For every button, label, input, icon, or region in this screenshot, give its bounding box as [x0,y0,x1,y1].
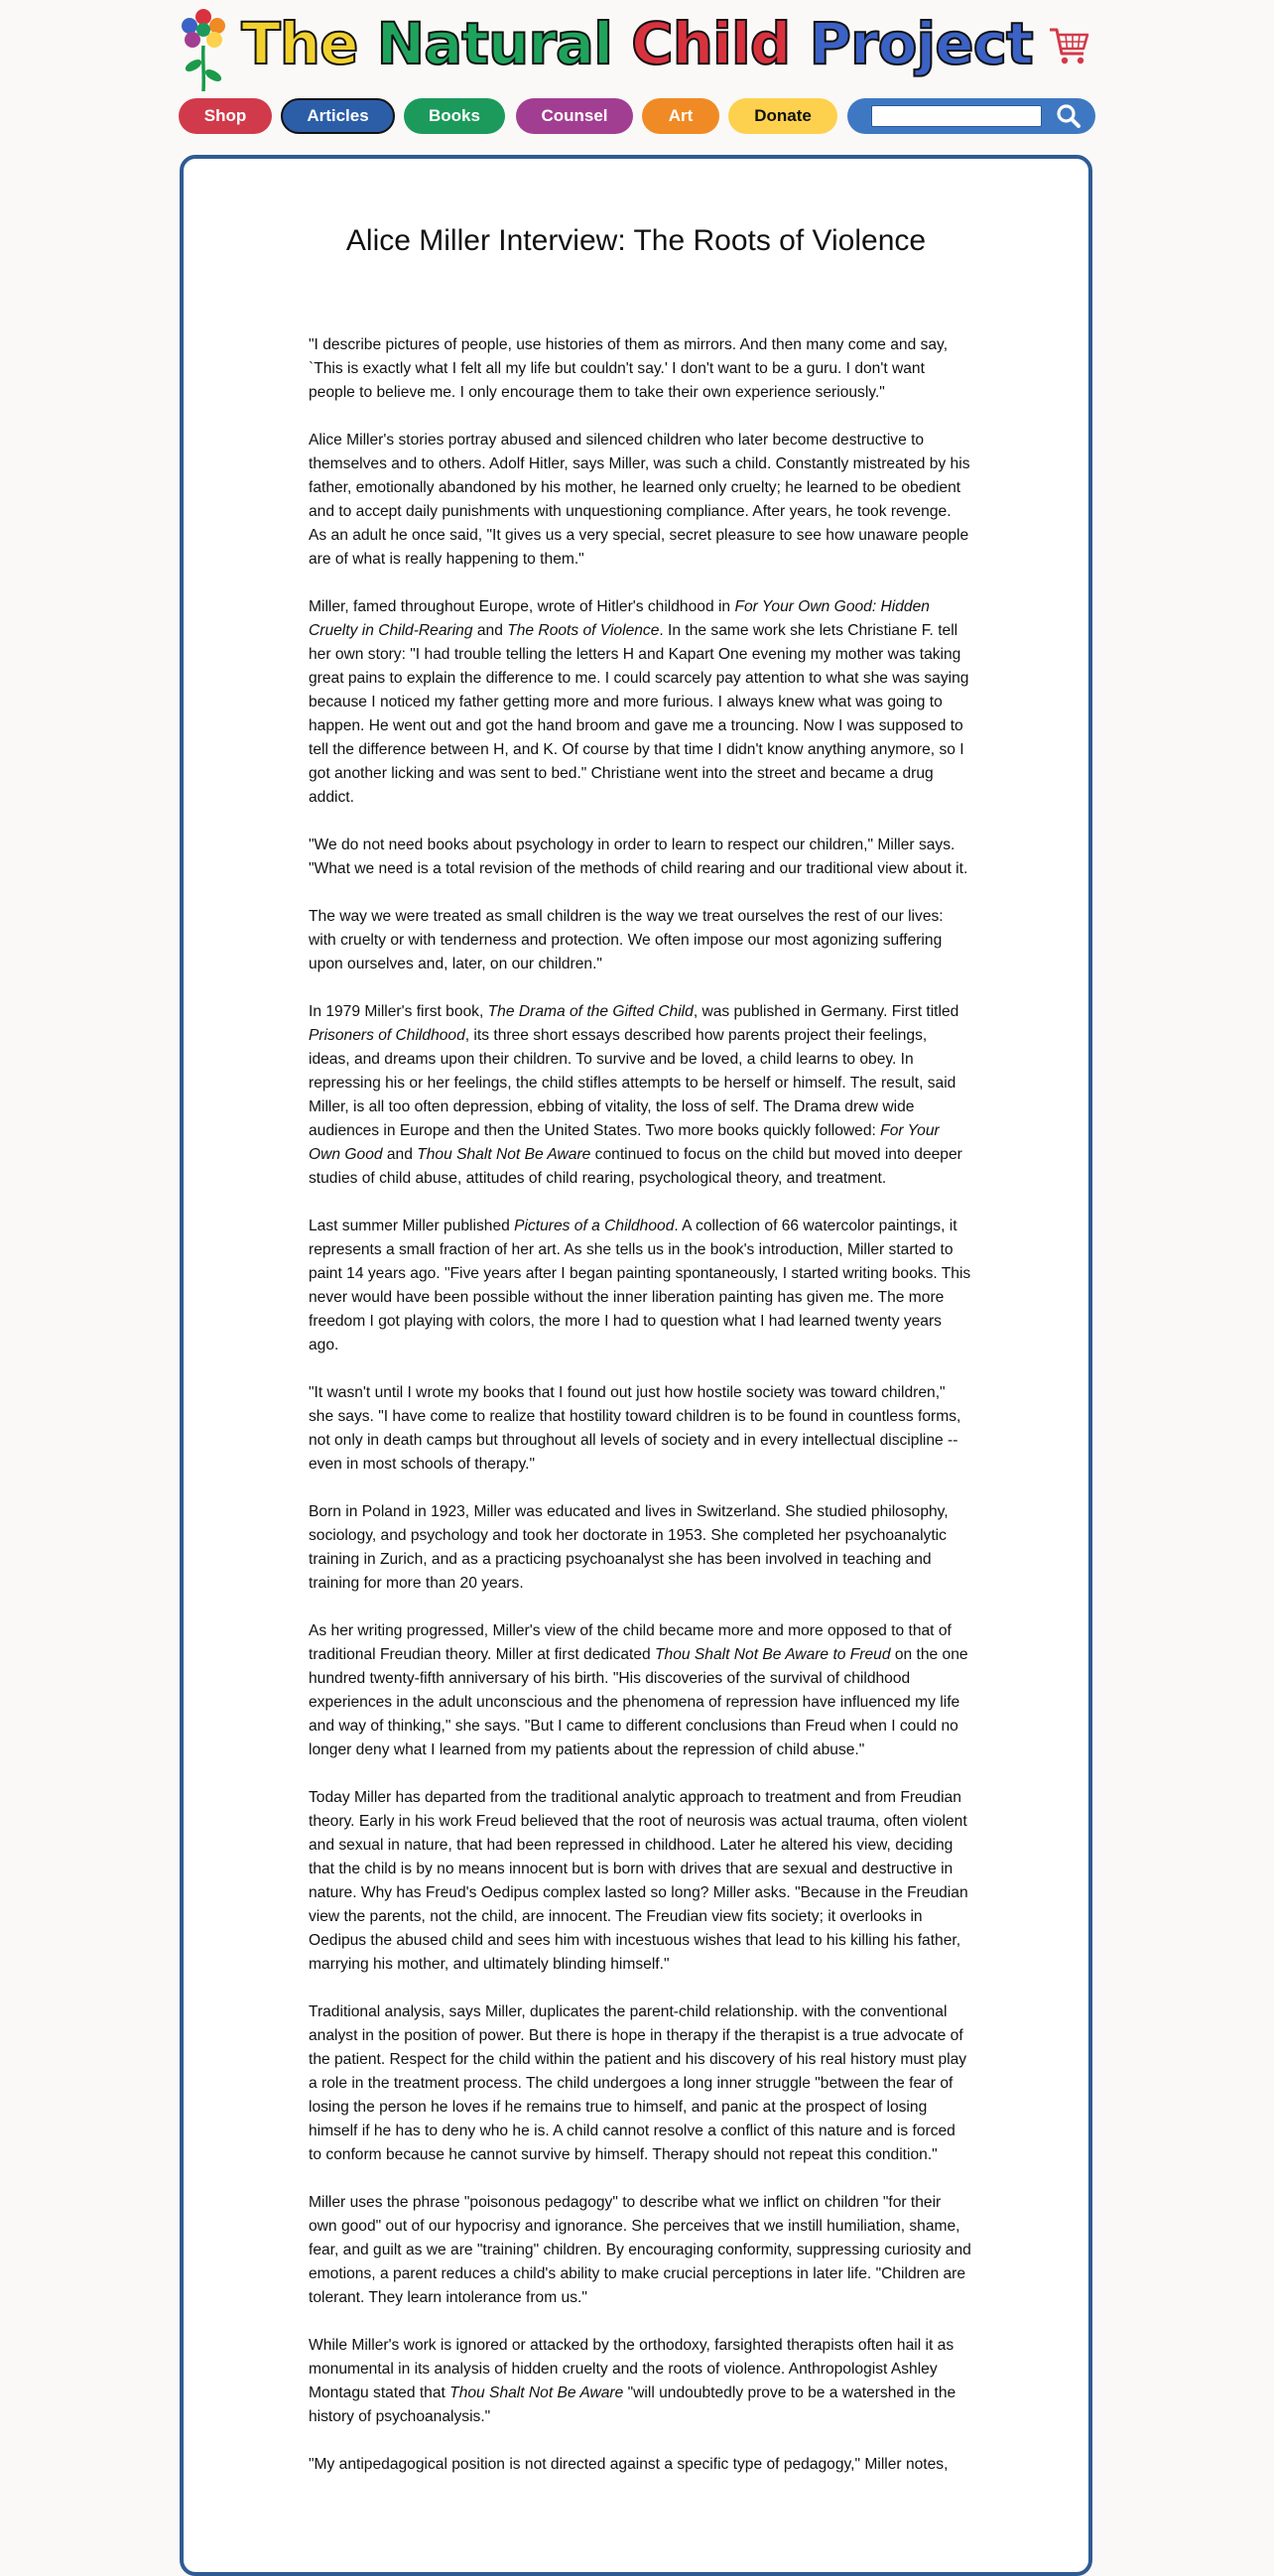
book-title: For Your Own Good: Hidden Cruelty in Child-Rearing [309,598,930,639]
paragraph-text: "It wasn't until I wrote my books that I found out just how hostile society was toward children," she says. "I have come to realize that hostility toward children is to be found in countless forms, not only in death camps but throughout all levels of society and in every intellectual discipline -- even in most schools of therapy." [309,1384,961,1473]
site-title-part: Project [809,10,1033,77]
site-header [0,0,1274,99]
article-paragraph [309,1619,971,1762]
article-container [180,155,1092,2576]
nav-label: Counsel [541,106,608,125]
nav-shop-button[interactable] [179,98,272,134]
paragraph-text: and [382,1146,418,1163]
page-title: Alice Miller Interview: The Roots of Violence [345,224,927,257]
article-paragraph [309,2453,971,2477]
paragraph-text: , was published in Germany. First titled [693,1003,959,1020]
paragraph-text: As her writing progressed, Miller's view of the child became more and more opposed to that of traditional Freudian theory. Miller at first dedicated [309,1622,952,1663]
nav-articles-button[interactable] [281,98,395,134]
paragraph-text: Last summer Miller published [309,1218,515,1234]
paragraph-text: continued to focus on the child but moved into deeper studies of child abuse, attitudes of child rearing, psychological theory, and treatment. [309,1146,962,1187]
search-input[interactable] [871,105,1042,127]
paragraph-text: Alice Miller's stories portray abused and silenced children who later become destructive to themselves and to others. Adolf Hitler, says Miller, was such a child. Constantly mistreated by his father, emotionally abandoned by his mother, he learned only cruelty; he learned to be obedient and to accept daily punishments with unquestioning compliance. After years, he took revenge. As an adult he once said, "It gives us a very special, secret pleasure to see how unaware people are of what is really happening to them." [309,432,970,568]
article-paragraph [309,905,971,976]
article-paragraph [309,2000,971,2167]
shopping-cart-icon[interactable] [1048,24,1091,67]
nav-counsel-button[interactable] [516,98,633,134]
site-title-part: Natural [376,10,632,77]
site-title-part: The [241,10,377,77]
article-paragraph [309,1000,971,1191]
paragraph-text: The way we were treated as small children is the way we treat ourselves the rest of our lives: with cruelty or with tenderness and protection. We often impose our most agonizing suffering upon ourselves and, later, on our children." [309,908,944,972]
article-paragraph [309,834,971,881]
article-paragraph [309,2191,971,2310]
paragraph-text: While Miller's work is ignored or attacked by the orthodoxy, farsighted therapists often hail it as monumental in its analysis of hidden cruelty and the roots of violence. Anthropologist Ashley Montagu stated that [309,2337,955,2401]
nav-label: Art [668,106,694,125]
article-paragraph [309,429,971,572]
main-nav [179,98,1095,134]
paragraph-text: Today Miller has departed from the traditional analytic approach to treatment and from Freudian theory. Early in his work Freud believed that the root of neurosis was actual trauma, often violent and sexual in nature, that had been repressed in childhood. Later he altered his view, deciding that the child is by no means innocent but is born with drives that are sexual and destructive in nature. Why has Freud's Oedipus complex lasted so long? Miller asks. "Because in the Freudian view the parents, not the child, are innocent. The Freudian view fits society; it overlooks in Oedipus the abused child and sees him with incestuous wishes that lead to his killing his father, marrying his mother, and ultimately blinding himself." [309,1789,968,1973]
paragraph-text: Born in Poland in 1923, Miller was educated and lives in Switzerland. She studied philosophy, sociology, and psychology and took her doctorate in 1953. She completed her psychoanalytic training in Zurich, and as a practicing psychoanalyst she has been involved in teaching and training for more than 20 years. [309,1503,949,1592]
paragraph-text: , its three short essays described how parents project their feelings, ideas, and dreams upon their children. To survive and be loved, a child learns to obey. In repressing his or her feelings, the child stifles attempts to be herself or himself. The result, said Miller, is all too often depression, ebbing of vitality, the loss of self. The Drama drew wide audiences in Europe and then the United States. Two more books quickly followed: [309,1027,956,1139]
book-title: For Your Own Good [309,1122,940,1163]
paragraph-text: "I describe pictures of people, use histories of them as mirrors. And then many come and say, `This is exactly what I felt all my life but couldn't say.' I don't want to be a guru. I don't want people to believe me. I only encourage them to take their own experience seriously." [309,336,949,401]
book-title: The Drama of the Gifted Child [487,1003,694,1020]
book-title: Prisoners of Childhood [309,1027,465,1044]
paragraph-text: and [472,622,508,639]
paragraph-text: on the one hundred twenty-fifth anniversary of his birth. "His discoveries of the survival of childhood experiences in the adult unconscious and the phenomena of repression have influenced my life and way of thinking," she says. "But I came to different conclusions than Freud when I could no longer deny what I learned from my patients about the repression of child abuse." [309,1646,968,1758]
article-body [309,333,971,2501]
article-paragraph [309,595,971,810]
paragraph-text: . A collection of 66 watercolor paintings, it represents a small fraction of her art. As she tells us in the book's introduction, Miller started to paint 14 years ago. "Five years after I began painting spontaneously, I started writing books. This never would have been possible without the inner liberation painting has given me. The more freedom I got playing with colors, the more I had to question what I had learned twenty years ago. [309,1218,971,1353]
article-paragraph [309,2334,971,2429]
book-title: Thou Shalt Not Be Aware [449,2384,624,2401]
article-paragraph [309,1786,971,1977]
nav-label: Shop [203,106,247,125]
book-title: The Roots of Violence [507,622,660,639]
paragraph-text: . In the same work she lets Christiane F. tell her own story: "I had trouble telling the letters H and Kapart One evening my mother was taking great pains to explain the difference to me. I could scarcely pay attention to what she was saying because I noticed my father getting more and more furious. I always knew what was going to happen. He went out and got the hand broom and gave me a trouncing. Now I was supposed to tell the difference between H, and K. Of course by that time I didn't know anything anymore, so I got another licking and was sent to bed." Christiane went into the street and became a drug addict. [309,622,969,806]
search-icon[interactable] [1056,103,1082,129]
article-paragraph [309,333,971,405]
nav-donate-button[interactable] [728,98,837,134]
book-title: Pictures of a Childhood [514,1218,675,1234]
nav-art-button[interactable] [642,98,719,134]
book-title: Thou Shalt Not Be Aware [417,1146,591,1163]
article-paragraph [309,1215,971,1357]
paragraph-text: Traditional analysis, says Miller, duplicates the parent-child relationship. with the conventional analyst in the position of power. But there is hope in therapy if the therapist is a true advocate of the patient. Respect for the child within the patient and his discovery of his real history must play a role in the treatment process. The child undergoes a long inner struggle "between the fear of losing the person he loves if he remains true to himself, and panic at the prospect of losing himself if he has to deny who he is. A child cannot resolve a conflict of this nature and is forced to conform because he cannot survive by himself. Therapy should not repeat this condition." [309,2003,967,2163]
search-bar [847,98,1095,134]
paragraph-text: "We do not need books about psychology in order to learn to respect our children," Miller says. "What we need is a total revision of the methods of child rearing and our traditional view about it. [309,837,968,877]
nav-label: Books [429,106,480,125]
paragraph-text: "My antipedagogical position is not directed against a specific type of pedagogy," Miller notes, [309,2456,949,2473]
article-paragraph [309,1381,971,1477]
paragraph-text: In 1979 Miller's first book, [309,1003,488,1020]
site-title-part: Child [631,10,810,77]
article-paragraph [309,1500,971,1596]
paragraph-text: Miller uses the phrase "poisonous pedagogy" to describe what we inflict on children "for their own good" out of our hypocrisy and ignorance. She perceives that we instill humiliation, shame, fear, and guilt as we are "training" children. By encouraging conformity, suppressing curiosity and emotions, a parent reduces a child's ability to make crucial perceptions in later life. "Children are tolerant. They learn intolerance from us." [309,2194,971,2306]
nav-books-button[interactable] [404,98,505,134]
book-title: Thou Shalt Not Be Aware to Freud [655,1646,891,1663]
nav-label: Donate [754,106,812,125]
paragraph-text: Miller, famed throughout Europe, wrote of Hitler's childhood in [309,598,735,615]
paragraph-text: "will undoubtedly prove to be a watershed in the history of psychoanalysis." [309,2384,956,2425]
nav-label: Articles [307,106,369,125]
